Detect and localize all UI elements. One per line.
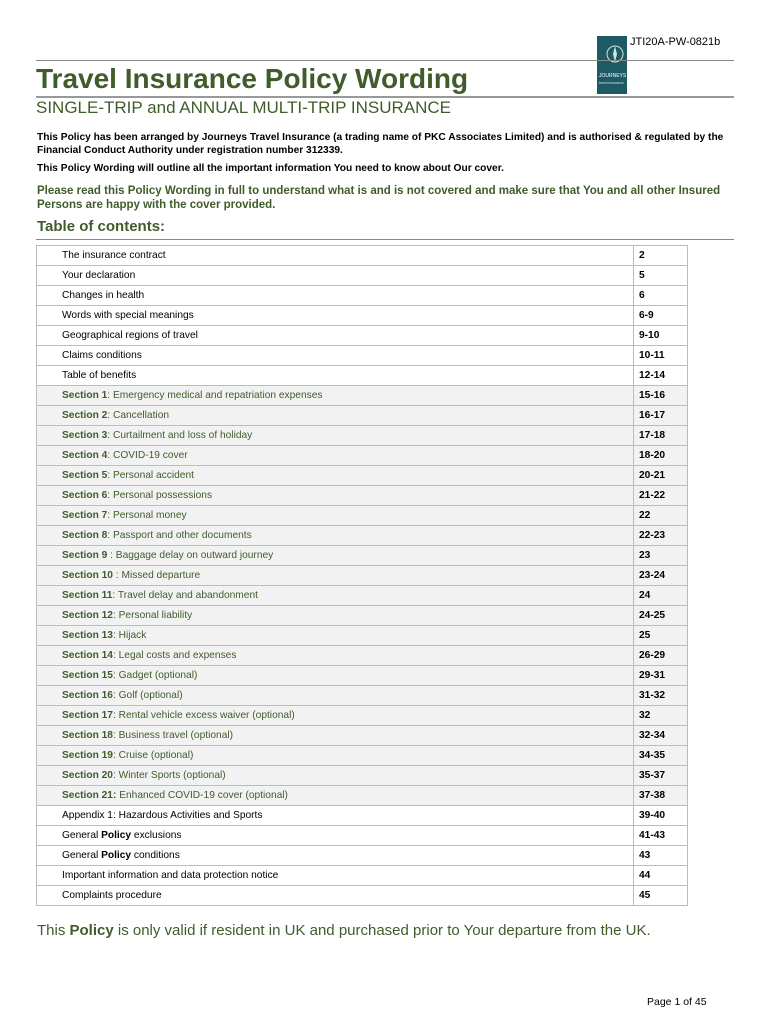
toc-page-number: 26-29 [634, 646, 688, 666]
toc-row[interactable] [37, 506, 688, 526]
toc-entry-label [37, 886, 634, 906]
toc-section-title: : Cruise (optional) [112, 750, 194, 761]
toc-entry-policy: Policy [101, 850, 132, 861]
toc-row[interactable] [37, 246, 688, 266]
toc-section-title: : Travel delay and abandonment [112, 590, 258, 601]
page-number: Page 1 of 45 [647, 996, 707, 1008]
toc-row[interactable] [37, 426, 688, 446]
toc-row[interactable] [37, 386, 688, 406]
toc-section-number: Section 15 [62, 670, 113, 681]
toc-section-number: Section 18 [62, 730, 113, 741]
toc-section-number: Section 21: [62, 790, 117, 801]
toc-section-number: Section 1 [62, 390, 108, 401]
toc-section-title: : Curtailment and loss of holiday [107, 430, 253, 441]
toc-page-number: 24-25 [634, 606, 688, 626]
toc-rule [36, 239, 734, 240]
residency-note-policy: Policy [69, 922, 114, 939]
toc-entry-label [37, 386, 634, 406]
toc-section-number: Section 7 [62, 510, 108, 521]
toc-page-number: 41-43 [634, 826, 688, 846]
toc-page-number: 24 [634, 586, 688, 606]
toc-page-number: 34-35 [634, 746, 688, 766]
intro-paragraph-authorisation: This Policy has been arranged by Journeys Travel Insurance (a trading name of PKC Associates Limited) and is authorised & regulated by the Financial Conduct Authority under registration number 312339. [37, 132, 724, 156]
toc-entry-label [37, 346, 634, 366]
toc-entry-label [37, 606, 634, 626]
toc-section-number: Section 8 [62, 530, 108, 541]
logo-subtext: travel insurance [599, 81, 624, 85]
toc-section-number: Section 2 [62, 410, 108, 421]
toc-section-title: : Personal liability [112, 610, 193, 621]
toc-section-title: : Baggage delay on outward journey [107, 550, 274, 561]
residency-note [37, 922, 651, 939]
toc-row[interactable] [37, 846, 688, 866]
toc-entry-label [37, 446, 634, 466]
toc-page-number: 17-18 [634, 426, 688, 446]
toc-entry-label [37, 266, 634, 286]
toc-entry-label [37, 366, 634, 386]
toc-section-title: : Rental vehicle excess waiver (optional) [112, 710, 295, 721]
toc-section-number: Section 17 [62, 710, 113, 721]
toc-row[interactable] [37, 346, 688, 366]
toc-row[interactable] [37, 666, 688, 686]
toc-row[interactable] [37, 466, 688, 486]
toc-page-number: 37-38 [634, 786, 688, 806]
toc-page-number: 32-34 [634, 726, 688, 746]
toc-page-number: 25 [634, 626, 688, 646]
toc-row[interactable] [37, 646, 688, 666]
toc-section-title: : Business travel (optional) [112, 730, 234, 741]
toc-section-number: Section 3 [62, 430, 108, 441]
toc-row[interactable] [37, 546, 688, 566]
reference-code: JTI20A-PW-0821b [630, 36, 721, 48]
toc-section-number: Section 20 [62, 770, 113, 781]
toc-entry-text: Your declaration [62, 270, 136, 281]
toc-row[interactable] [37, 686, 688, 706]
toc-entry-pre: General [62, 850, 102, 861]
toc-entry-label [37, 786, 634, 806]
journeys-logo [597, 36, 627, 94]
toc-section-number: Section 9 [62, 550, 108, 561]
toc-page-number: 45 [634, 886, 688, 906]
toc-entry-text: Appendix 1: Hazardous Activities and Sports [62, 810, 263, 821]
toc-page-number: 18-20 [634, 446, 688, 466]
toc-section-number: Section 10 [62, 570, 113, 581]
toc-section-title: : Winter Sports (optional) [112, 770, 226, 781]
toc-section-number: Section 4 [62, 450, 108, 461]
toc-row[interactable] [37, 726, 688, 746]
toc-page-number: 6 [634, 286, 688, 306]
toc-page-number: 22 [634, 506, 688, 526]
toc-entry-label [37, 246, 634, 266]
toc-entry-label [37, 566, 634, 586]
toc-row[interactable] [37, 526, 688, 546]
toc-entry-label [37, 646, 634, 666]
toc-row[interactable] [37, 826, 688, 846]
toc-entry-label [37, 426, 634, 446]
toc-section-number: Section 19 [62, 750, 113, 761]
toc-section-number: Section 14 [62, 650, 113, 661]
toc-section-title: : Gadget (optional) [112, 670, 198, 681]
toc-page-number: 21-22 [634, 486, 688, 506]
toc-section-number: Section 5 [62, 470, 108, 481]
toc-entry-label [37, 766, 634, 786]
toc-row[interactable] [37, 306, 688, 326]
toc-page-number: 12-14 [634, 366, 688, 386]
toc-section-number: Section 11 [62, 590, 113, 601]
toc-row[interactable] [37, 406, 688, 426]
toc-row[interactable] [37, 746, 688, 766]
toc-section-number: Section 16 [62, 690, 113, 701]
toc-entry-pre: General [62, 830, 102, 841]
toc-entry-label [37, 706, 634, 726]
toc-entry-label [37, 526, 634, 546]
toc-entry-label [37, 406, 634, 426]
toc-row[interactable] [37, 806, 688, 826]
toc-section-title: : Personal money [107, 510, 187, 521]
toc-entry-label [37, 666, 634, 686]
toc-page-number: 23-24 [634, 566, 688, 586]
toc-entry-text: Words with special meanings [62, 310, 194, 321]
toc-row[interactable] [37, 566, 688, 586]
toc-row[interactable] [37, 286, 688, 306]
toc-section-number: Section 13 [62, 630, 113, 641]
toc-page-number: 2 [634, 246, 688, 266]
toc-section-title: : Passport and other documents [107, 530, 252, 541]
toc-page-number: 35-37 [634, 766, 688, 786]
toc-page-number: 22-23 [634, 526, 688, 546]
toc-row[interactable] [37, 486, 688, 506]
toc-page-number: 10-11 [634, 346, 688, 366]
toc-entry-label [37, 726, 634, 746]
toc-entry-post: exclusions [131, 830, 182, 841]
toc-entry-label [37, 546, 634, 566]
toc-section-title: : Golf (optional) [112, 690, 183, 701]
toc-entry-label [37, 326, 634, 346]
toc-row[interactable] [37, 586, 688, 606]
toc-section-title: : Personal possessions [107, 490, 213, 501]
toc-entry-label [37, 306, 634, 326]
toc-entry-post: conditions [131, 850, 180, 861]
toc-entry-text: Claims conditions [62, 350, 142, 361]
toc-section-title: : Legal costs and expenses [112, 650, 237, 661]
toc-page-number: 32 [634, 706, 688, 726]
toc-section-title: Enhanced COVID-19 cover (optional) [116, 790, 288, 801]
toc-entry-label [37, 506, 634, 526]
toc-page-number: 43 [634, 846, 688, 866]
toc-page-number: 9-10 [634, 326, 688, 346]
intro-paragraph-outline: This Policy Wording will outline all the important information You need to know about Our cover. [37, 163, 504, 174]
toc-row[interactable] [37, 786, 688, 806]
intro-paragraph-read-in-full: Please read this Policy Wording in full to understand what is and is not covered and make sure that You and all other Insured Persons are happy with the cover provided. [37, 185, 721, 211]
toc-entry-label [37, 806, 634, 826]
logo-text: JOURNEYS [599, 73, 627, 79]
toc-section-title: : Emergency medical and repatriation expenses [107, 390, 323, 401]
toc-entry-label [37, 846, 634, 866]
toc-section-title: : Missed departure [112, 570, 201, 581]
toc-entry-label [37, 746, 634, 766]
toc-entry-text: Changes in health [62, 290, 145, 301]
toc-page-number: 15-16 [634, 386, 688, 406]
document-title: Travel Insurance Policy Wording [36, 63, 469, 94]
toc-page-number: 39-40 [634, 806, 688, 826]
toc-row[interactable] [37, 706, 688, 726]
toc-page-number: 29-31 [634, 666, 688, 686]
toc-page-number: 6-9 [634, 306, 688, 326]
residency-note-pre: This [37, 922, 70, 939]
toc-section-title: : COVID-19 cover [107, 450, 188, 461]
table-of-contents [36, 245, 688, 906]
toc-row[interactable] [37, 366, 688, 386]
toc-page-number: 44 [634, 866, 688, 886]
toc-entry-text: The insurance contract [62, 250, 166, 261]
toc-page-number: 16-17 [634, 406, 688, 426]
toc-section-number: Section 12 [62, 610, 113, 621]
toc-row[interactable] [37, 886, 688, 906]
toc-page-number: 23 [634, 546, 688, 566]
toc-section-title: : Hijack [112, 630, 147, 641]
toc-entry-label [37, 486, 634, 506]
toc-row[interactable] [37, 606, 688, 626]
toc-row[interactable] [37, 766, 688, 786]
toc-entry-text: Table of benefits [62, 370, 137, 381]
toc-page-number: 5 [634, 266, 688, 286]
toc-entry-policy: Policy [101, 830, 132, 841]
toc-heading: Table of contents: [37, 218, 166, 235]
toc-section-number: Section 6 [62, 490, 108, 501]
toc-row[interactable] [37, 626, 688, 646]
toc-row[interactable] [37, 266, 688, 286]
residency-note-post: is only valid if resident in UK and purchased prior to Your departure from the UK. [113, 922, 651, 939]
top-rule [36, 60, 734, 61]
toc-section-title: : Personal accident [107, 470, 194, 481]
toc-page-number: 31-32 [634, 686, 688, 706]
toc-entry-label [37, 866, 634, 886]
toc-entry-label [37, 626, 634, 646]
toc-entry-text: Geographical regions of travel [62, 330, 198, 341]
toc-row[interactable] [37, 446, 688, 466]
toc-section-title: : Cancellation [107, 410, 170, 421]
toc-entry-label [37, 586, 634, 606]
toc-entry-label [37, 826, 634, 846]
toc-entry-label [37, 466, 634, 486]
document-subtitle: SINGLE-TRIP and ANNUAL MULTI-TRIP INSURANCE [36, 98, 452, 117]
toc-entry-label [37, 686, 634, 706]
toc-row[interactable] [37, 866, 688, 886]
toc-entry-text: Important information and data protection notice [62, 870, 279, 881]
toc-entry-label [37, 286, 634, 306]
toc-entry-text: Complaints procedure [62, 890, 162, 901]
toc-row[interactable] [37, 326, 688, 346]
toc-page-number: 20-21 [634, 466, 688, 486]
